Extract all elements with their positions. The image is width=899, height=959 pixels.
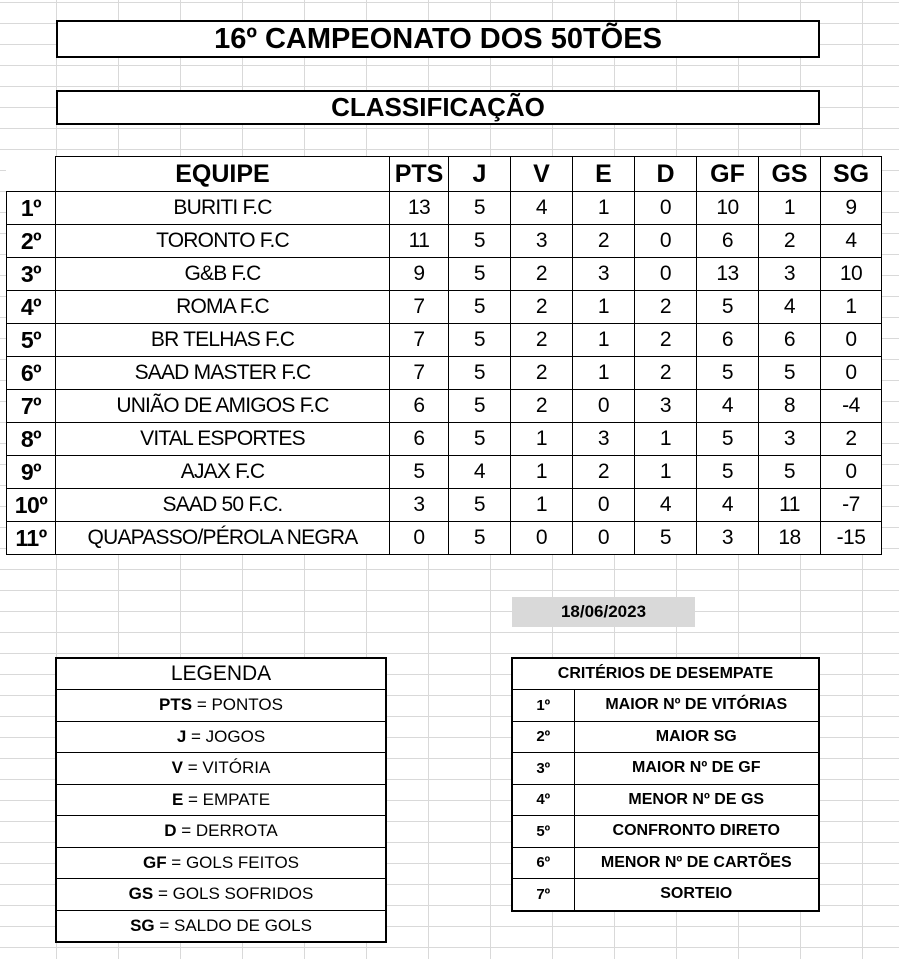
sg-cell[interactable]: 1 <box>821 291 882 324</box>
d-cell[interactable]: 4 <box>635 489 697 522</box>
legend-row <box>56 784 386 816</box>
gf-cell[interactable]: 10 <box>697 192 759 225</box>
legend-row <box>56 721 386 753</box>
e-cell[interactable]: 0 <box>573 390 635 423</box>
tiebreak-title: CRITÉRIOS DE DESEMPATE <box>512 658 819 690</box>
sg-cell[interactable]: 0 <box>821 357 882 390</box>
e-cell[interactable]: 0 <box>573 522 635 555</box>
team-name-cell[interactable]: QUAPASSO/PÉROLA NEGRA <box>56 522 390 555</box>
header-pts: PTS <box>390 157 449 192</box>
table-row <box>7 324 882 357</box>
table-row <box>7 357 882 390</box>
legend-row <box>56 879 386 911</box>
tiebreak-row <box>512 753 819 785</box>
team-name-cell[interactable]: BR TELHAS F.C <box>56 324 390 357</box>
legend-item[interactable] <box>56 910 386 942</box>
d-cell[interactable]: 0 <box>635 192 697 225</box>
gs-cell[interactable]: 3 <box>759 423 821 456</box>
sg-cell[interactable]: 9 <box>821 192 882 225</box>
pts-cell[interactable]: 6 <box>390 423 449 456</box>
v-cell[interactable]: 3 <box>511 225 573 258</box>
legend-meaning: = EMPATE <box>183 789 271 809</box>
sg-cell[interactable]: 0 <box>821 324 882 357</box>
legend-meaning: = JOGOS <box>186 726 266 746</box>
gf-cell[interactable]: 5 <box>697 291 759 324</box>
pts-cell[interactable]: 7 <box>390 324 449 357</box>
team-name-cell[interactable]: UNIÃO DE AMIGOS F.C <box>56 390 390 423</box>
team-name-cell[interactable]: VITAL ESPORTES <box>56 423 390 456</box>
j-cell[interactable]: 5 <box>449 291 511 324</box>
v-cell[interactable]: 2 <box>511 324 573 357</box>
legend-meaning: = GOLS FEITOS <box>166 852 300 872</box>
pts-cell[interactable]: 11 <box>390 225 449 258</box>
position-cell[interactable]: 9º <box>7 456 56 489</box>
header-e: E <box>573 157 635 192</box>
table-row <box>7 258 882 291</box>
legend-meaning: = SALDO DE GOLS <box>154 915 312 935</box>
tiebreak-criterion[interactable]: MAIOR SG <box>574 721 819 753</box>
position-cell[interactable]: 2º <box>7 225 56 258</box>
gf-cell[interactable]: 4 <box>697 489 759 522</box>
gs-cell[interactable]: 5 <box>759 456 821 489</box>
j-cell[interactable]: 5 <box>449 324 511 357</box>
pts-cell[interactable]: 7 <box>390 357 449 390</box>
legend-meaning: = GOLS SOFRIDOS <box>153 884 314 904</box>
standings-table <box>6 156 882 555</box>
gs-cell[interactable]: 8 <box>759 390 821 423</box>
v-cell[interactable]: 2 <box>511 390 573 423</box>
header-v: V <box>511 157 573 192</box>
e-cell[interactable]: 1 <box>573 291 635 324</box>
tiebreak-row <box>512 847 819 879</box>
gs-cell[interactable]: 18 <box>759 522 821 555</box>
e-cell[interactable]: 1 <box>573 324 635 357</box>
team-name-cell[interactable]: SAAD MASTER F.C <box>56 357 390 390</box>
position-cell[interactable]: 10º <box>7 489 56 522</box>
table-row <box>7 225 882 258</box>
pts-cell[interactable]: 7 <box>390 291 449 324</box>
sg-cell[interactable]: 4 <box>821 225 882 258</box>
legend-abbr: PTS <box>159 695 193 715</box>
gs-cell[interactable]: 4 <box>759 291 821 324</box>
legend-row <box>56 847 386 879</box>
table-row <box>7 423 882 456</box>
tiebreak-criterion[interactable]: SORTEIO <box>574 879 819 911</box>
gs-cell[interactable]: 1 <box>759 192 821 225</box>
j-cell[interactable]: 5 <box>449 225 511 258</box>
table-row <box>7 291 882 324</box>
team-name-cell[interactable]: AJAX F.C <box>56 456 390 489</box>
team-name-cell[interactable]: G&B F.C <box>56 258 390 291</box>
gf-cell[interactable]: 6 <box>697 324 759 357</box>
j-cell[interactable]: 4 <box>449 456 511 489</box>
e-cell[interactable]: 3 <box>573 423 635 456</box>
j-cell[interactable]: 5 <box>449 390 511 423</box>
position-cell[interactable]: 4º <box>7 291 56 324</box>
classification-title: CLASSIFICAÇÃO <box>56 90 820 125</box>
position-cell[interactable]: 8º <box>7 423 56 456</box>
pts-cell[interactable]: 0 <box>390 522 449 555</box>
gs-cell[interactable]: 6 <box>759 324 821 357</box>
v-cell[interactable]: 1 <box>511 489 573 522</box>
legend-abbr: SG <box>130 915 155 935</box>
gf-cell[interactable]: 5 <box>697 357 759 390</box>
sg-cell[interactable]: 2 <box>821 423 882 456</box>
position-cell[interactable]: 7º <box>7 390 56 423</box>
j-cell[interactable]: 5 <box>449 258 511 291</box>
pts-cell[interactable]: 5 <box>390 456 449 489</box>
team-name-cell[interactable]: TORONTO F.C <box>56 225 390 258</box>
e-cell[interactable]: 1 <box>573 192 635 225</box>
legend-abbr: E <box>171 789 184 809</box>
championship-title: 16º CAMPEONATO DOS 50TÕES <box>56 20 820 58</box>
position-cell[interactable]: 5º <box>7 324 56 357</box>
legend-row <box>56 816 386 848</box>
header-j: J <box>449 157 511 192</box>
pts-cell[interactable]: 9 <box>390 258 449 291</box>
position-cell[interactable]: 6º <box>7 357 56 390</box>
tiebreak-row <box>512 879 819 911</box>
legend-item[interactable] <box>56 753 386 785</box>
e-cell[interactable]: 2 <box>573 225 635 258</box>
sg-cell[interactable]: -15 <box>821 522 882 555</box>
legend-row <box>56 910 386 942</box>
tiebreak-criterion[interactable]: CONFRONTO DIRETO <box>574 816 819 848</box>
tiebreak-row <box>512 721 819 753</box>
legend-row <box>56 753 386 785</box>
legend-title: LEGENDA <box>56 658 386 690</box>
gs-cell[interactable]: 2 <box>759 225 821 258</box>
legend-row <box>56 690 386 722</box>
d-cell[interactable]: 1 <box>635 456 697 489</box>
header-row <box>7 157 882 192</box>
tiebreak-row <box>512 784 819 816</box>
e-cell[interactable]: 2 <box>573 456 635 489</box>
tiebreak-criterion[interactable]: MAIOR Nº DE VITÓRIAS <box>574 690 819 722</box>
tiebreak-row <box>512 690 819 722</box>
sg-cell[interactable]: 0 <box>821 456 882 489</box>
legend-item[interactable] <box>56 816 386 848</box>
legend-abbr: GF <box>142 852 167 872</box>
gf-cell[interactable]: 6 <box>697 225 759 258</box>
tiebreak-row <box>512 816 819 848</box>
tiebreak-order[interactable]: 6º <box>512 847 574 879</box>
tiebreak-order[interactable]: 2º <box>512 721 574 753</box>
header-team: EQUIPE <box>56 157 390 192</box>
j-cell[interactable]: 5 <box>449 489 511 522</box>
legend-abbr: GS <box>128 884 154 904</box>
v-cell[interactable]: 1 <box>511 423 573 456</box>
team-name-cell[interactable]: BURITI F.C <box>56 192 390 225</box>
legend-abbr: V <box>171 758 183 778</box>
tiebreak-order[interactable]: 5º <box>512 816 574 848</box>
table-row <box>7 489 882 522</box>
d-cell[interactable]: 0 <box>635 258 697 291</box>
tiebreak-order[interactable]: 1º <box>512 690 574 722</box>
v-cell[interactable]: 2 <box>511 291 573 324</box>
position-header <box>7 157 56 192</box>
gf-cell[interactable]: 13 <box>697 258 759 291</box>
j-cell[interactable]: 5 <box>449 192 511 225</box>
v-cell[interactable]: 1 <box>511 456 573 489</box>
position-cell[interactable]: 1º <box>7 192 56 225</box>
j-cell[interactable]: 5 <box>449 522 511 555</box>
e-cell[interactable]: 1 <box>573 357 635 390</box>
d-cell[interactable]: 3 <box>635 390 697 423</box>
legend-meaning: = PONTOS <box>192 695 283 715</box>
date-cell: 18/06/2023 <box>512 597 695 627</box>
e-cell[interactable]: 0 <box>573 489 635 522</box>
header-sg: SG <box>821 157 882 192</box>
table-row <box>7 522 882 555</box>
table-row <box>7 390 882 423</box>
header-d: D <box>635 157 697 192</box>
d-cell[interactable]: 2 <box>635 324 697 357</box>
legend-item[interactable] <box>56 784 386 816</box>
sg-cell[interactable]: -7 <box>821 489 882 522</box>
gs-cell[interactable]: 5 <box>759 357 821 390</box>
j-cell[interactable]: 5 <box>449 423 511 456</box>
legend-item[interactable] <box>56 690 386 722</box>
tiebreak-criterion[interactable]: MENOR Nº DE GS <box>574 784 819 816</box>
gf-cell[interactable]: 5 <box>697 456 759 489</box>
table-row <box>7 192 882 225</box>
team-name-cell[interactable]: ROMA F.C <box>56 291 390 324</box>
gf-cell[interactable]: 3 <box>697 522 759 555</box>
legend-table <box>55 657 387 943</box>
team-name-cell[interactable]: SAAD 50 F.C. <box>56 489 390 522</box>
legend-meaning: = DERROTA <box>176 821 278 841</box>
gf-cell[interactable]: 5 <box>697 423 759 456</box>
legend-item[interactable] <box>56 879 386 911</box>
tiebreak-criterion[interactable]: MENOR Nº DE CARTÕES <box>574 847 819 879</box>
table-row <box>7 456 882 489</box>
sg-cell[interactable]: -4 <box>821 390 882 423</box>
gs-cell[interactable]: 11 <box>759 489 821 522</box>
d-cell[interactable]: 1 <box>635 423 697 456</box>
header-gs: GS <box>759 157 821 192</box>
position-cell[interactable]: 3º <box>7 258 56 291</box>
legend-abbr: D <box>164 821 177 841</box>
legend-meaning: = VITÓRIA <box>182 758 271 778</box>
v-cell[interactable]: 0 <box>511 522 573 555</box>
pts-cell[interactable]: 6 <box>390 390 449 423</box>
tiebreak-order[interactable]: 4º <box>512 784 574 816</box>
gs-cell[interactable]: 3 <box>759 258 821 291</box>
d-cell[interactable]: 5 <box>635 522 697 555</box>
v-cell[interactable]: 2 <box>511 357 573 390</box>
gf-cell[interactable]: 4 <box>697 390 759 423</box>
d-cell[interactable]: 2 <box>635 357 697 390</box>
position-cell[interactable]: 11º <box>7 522 56 555</box>
d-cell[interactable]: 0 <box>635 225 697 258</box>
legend-abbr: J <box>176 726 187 746</box>
tiebreak-table <box>511 657 820 912</box>
pts-cell[interactable]: 3 <box>390 489 449 522</box>
d-cell[interactable]: 2 <box>635 291 697 324</box>
legend-item[interactable] <box>56 721 386 753</box>
tiebreak-order[interactable]: 3º <box>512 753 574 785</box>
pts-cell[interactable]: 13 <box>390 192 449 225</box>
tiebreak-criterion[interactable]: MAIOR Nº DE GF <box>574 753 819 785</box>
j-cell[interactable]: 5 <box>449 357 511 390</box>
e-cell[interactable]: 3 <box>573 258 635 291</box>
v-cell[interactable]: 4 <box>511 192 573 225</box>
header-gf: GF <box>697 157 759 192</box>
legend-item[interactable] <box>56 847 386 879</box>
sg-cell[interactable]: 10 <box>821 258 882 291</box>
v-cell[interactable]: 2 <box>511 258 573 291</box>
tiebreak-order[interactable]: 7º <box>512 879 574 911</box>
